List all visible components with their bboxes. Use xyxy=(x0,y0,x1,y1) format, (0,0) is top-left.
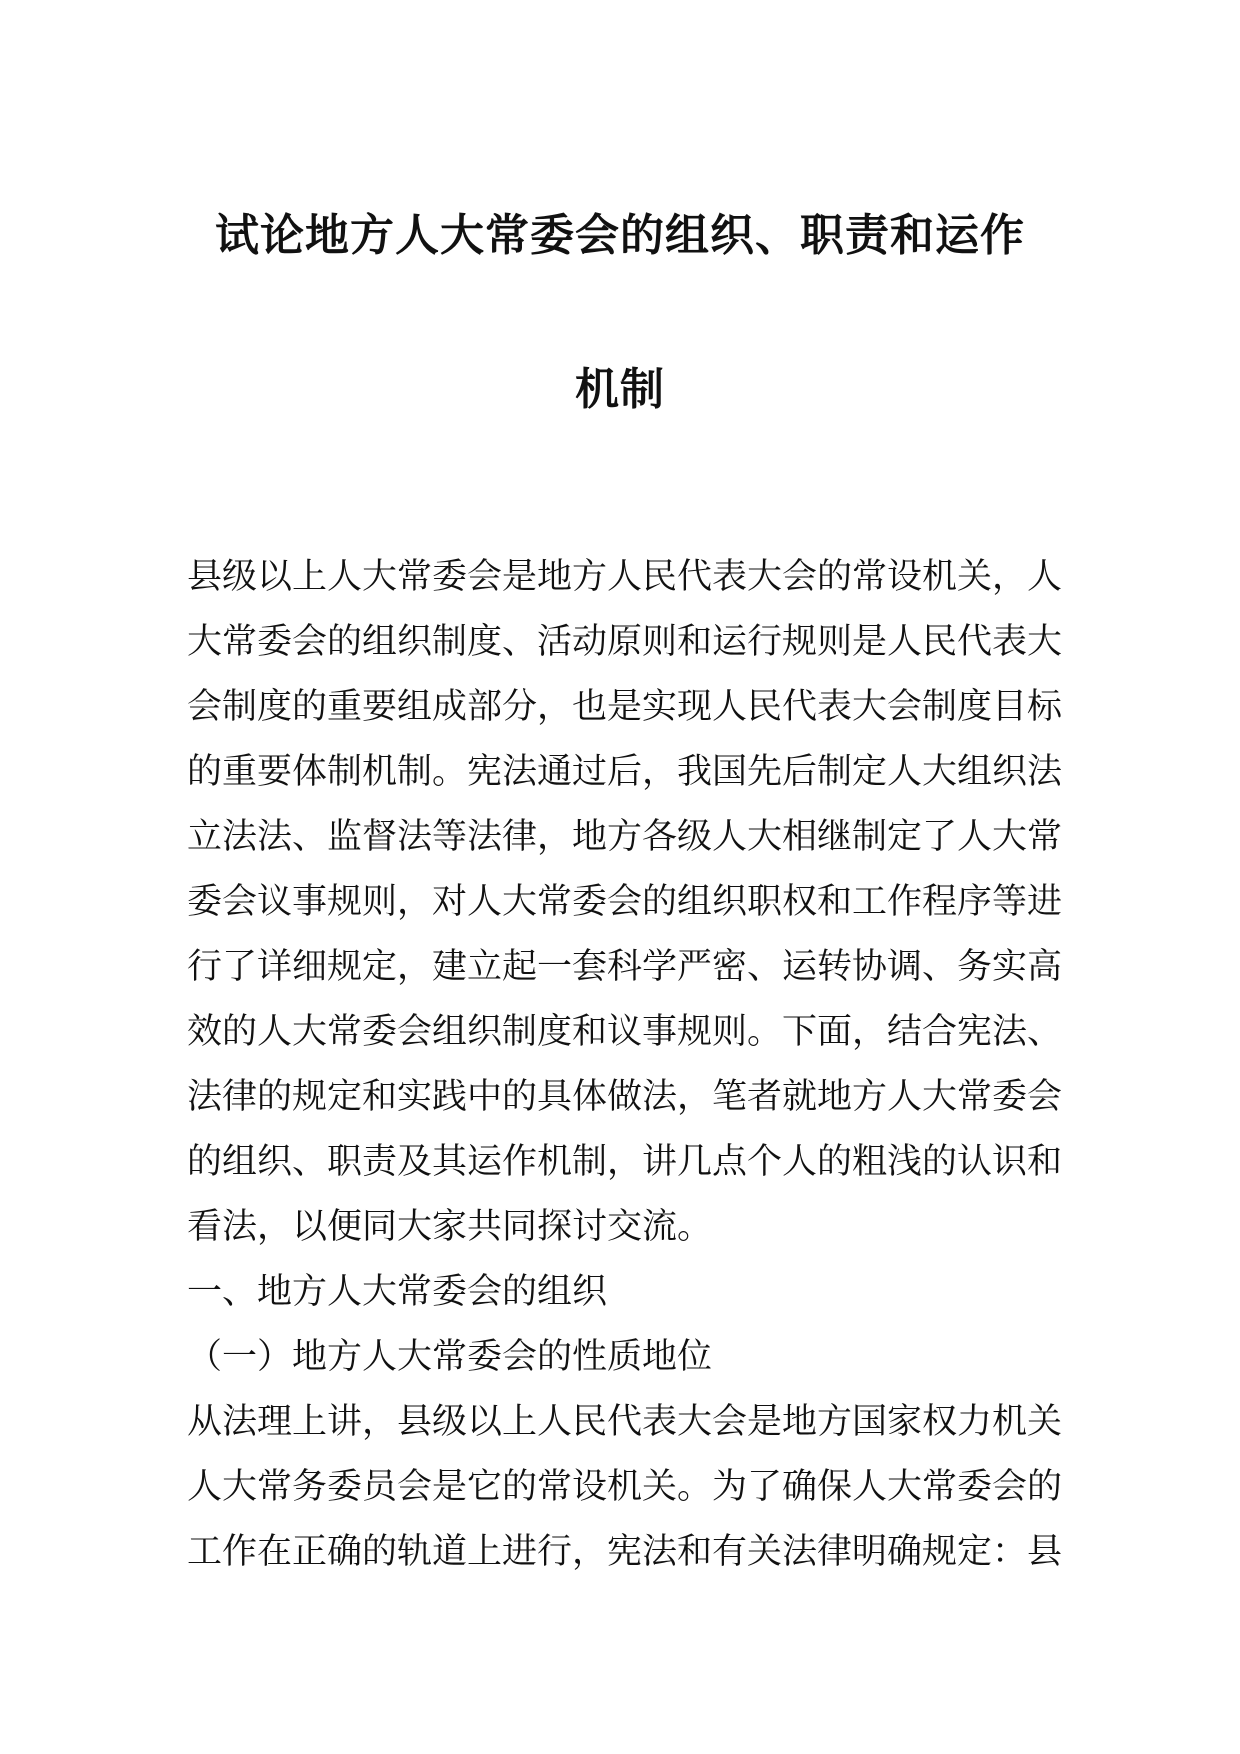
section-heading: 一、地方人大常委会的组织 xyxy=(187,1272,608,1312)
body-line: 大常委会的组织制度、活动原则和运行规则是人民代表大 xyxy=(187,622,1063,662)
body-line: 立法法、监督法等法律，地方各级人大相继制定了人大常 xyxy=(187,817,1063,857)
document-title-line-2: 机制 xyxy=(575,364,665,415)
body-line-paragraph-end: 看法，以便同大家共同探讨交流。 xyxy=(187,1207,713,1247)
document-body xyxy=(187,545,1063,1585)
subsection-heading: （一）地方人大常委会的性质地位 xyxy=(187,1337,713,1377)
body-line: 人大常务委员会是它的常设机关。为了确保人大常委会的 xyxy=(187,1467,1063,1507)
body-line: 从法理上讲，县级以上人民代表大会是地方国家权力机关 xyxy=(187,1402,1063,1442)
body-line: 的组织、职责及其运作机制，讲几点个人的粗浅的认识和 xyxy=(187,1142,1063,1182)
body-line: 委会议事规则，对人大常委会的组织职权和工作程序等进 xyxy=(187,882,1063,922)
body-line: 法律的规定和实践中的具体做法，笔者就地方人大常委会 xyxy=(187,1077,1063,1117)
document-title-line-1: 试论地方人大常委会的组织、职责和运作 xyxy=(215,210,1025,261)
body-line: 会制度的重要组成部分，也是实现人民代表大会制度目标 xyxy=(187,687,1063,727)
body-line: 效的人大常委会组织制度和议事规则。下面，结合宪法、 xyxy=(187,1012,1063,1052)
body-line: 县级以上人大常委会是地方人民代表大会的常设机关，人 xyxy=(187,557,1063,597)
body-line: 工作在正确的轨道上进行，宪法和有关法律明确规定：县 xyxy=(187,1532,1063,1572)
body-line: 行了详细规定，建立起一套科学严密、运转协调、务实高 xyxy=(187,947,1063,987)
body-line: 的重要体制机制。宪法通过后，我国先后制定人大组织法 xyxy=(187,752,1063,792)
